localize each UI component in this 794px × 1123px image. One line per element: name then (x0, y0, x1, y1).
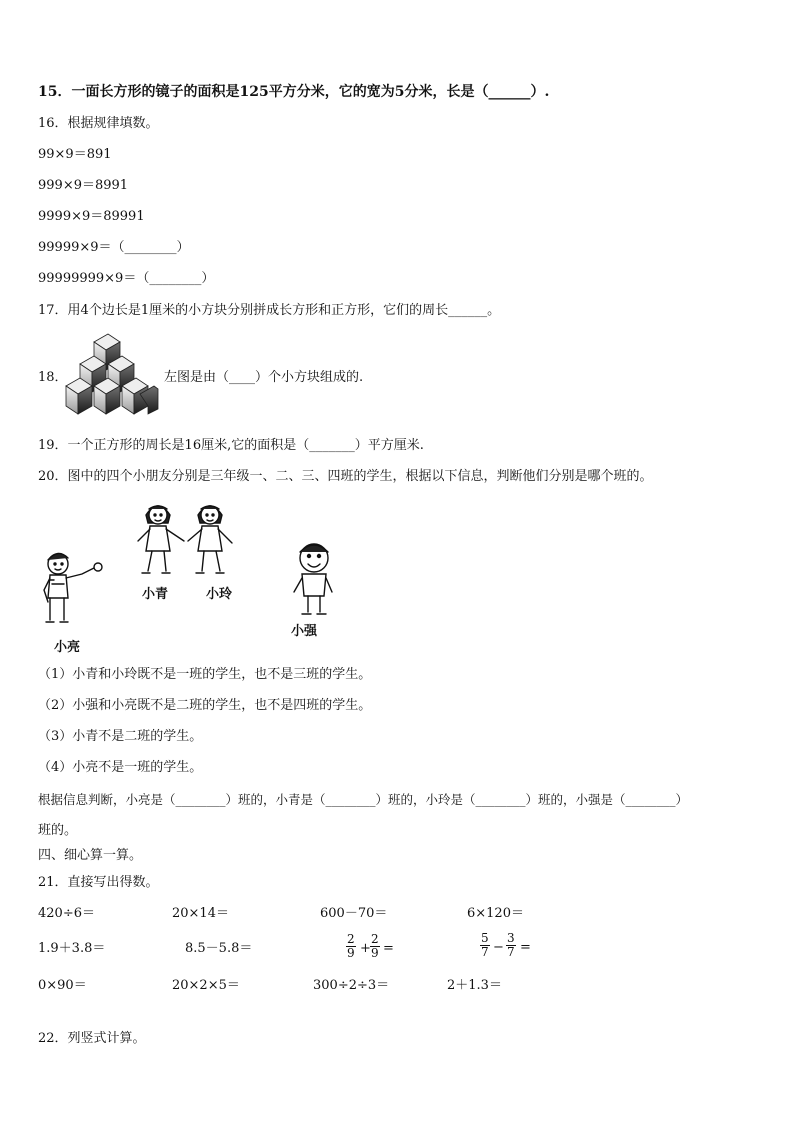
frac2-n2: 3 (507, 931, 515, 945)
q20-text: 图中的四个小朋友分别是三年级一、二、三、四班的学生，根据以下信息，判断他们分别是哪个班的。 (67, 469, 653, 484)
q17-text: 用4个边长是1厘米的小方块分别拼成长方形和正方形，它们的周长______。 (67, 303, 501, 318)
q16-line-4: 99999×9＝（________） (38, 240, 190, 255)
xiaoling-label: 小玲 (206, 587, 233, 602)
q21-r3-c1: 0×90＝ (38, 978, 87, 993)
frac1-n1: 2 (347, 932, 355, 946)
xiaoqiang-figure (284, 538, 344, 618)
q20-title (38, 469, 653, 485)
xiaoliang-figure (38, 548, 118, 632)
q21-r1-c3: 600－70＝ (320, 906, 388, 921)
q20-clue-4: （4）小亮不是一班的学生。 (38, 760, 203, 775)
q21-text: 直接写出得数。 (67, 875, 159, 890)
q19-number: 19． (38, 438, 68, 453)
q15-line (38, 84, 549, 100)
q21-r2-c1: 1.9＋3.8＝ (38, 941, 106, 956)
q21-r3-c3: 300÷2÷3＝ (313, 978, 390, 993)
frac1-n2: 2 (371, 932, 379, 946)
q19-line (38, 438, 424, 454)
frac1-d1: 9 (347, 946, 355, 960)
q20-number: 20． (38, 469, 68, 484)
section-4-title: 四、细心算一算。 (38, 848, 143, 863)
frac2-op: − (493, 940, 504, 955)
q16-line-3: 9999×9＝89991 (38, 209, 145, 224)
q21-r3-c4: 2＋1.3＝ (447, 978, 502, 993)
q18-number: 18． (38, 370, 68, 385)
frac1-second (370, 933, 380, 960)
q21-r1-c2: 20×14＝ (172, 906, 229, 921)
q21-title (38, 875, 159, 891)
q22-line (38, 1031, 146, 1047)
q21-r1-c4: 6×120＝ (467, 906, 524, 921)
q21-r1-c1: 420÷6＝ (38, 906, 95, 921)
frac2-n1: 5 (481, 931, 489, 945)
frac2-second (506, 932, 516, 959)
q20-answer-line-2: 班的。 (38, 823, 78, 838)
frac1-d2: 9 (371, 946, 379, 960)
q22-text: 列竖式计算。 (67, 1031, 146, 1046)
xiaoqing-xiaoling-figure (132, 497, 250, 581)
q15-text: 一面长方形的镜子的面积是125平方分米，它的宽为5分米，长是（______）. (71, 84, 550, 100)
frac1-eq: = (383, 941, 394, 956)
frac2-eq: = (520, 940, 531, 955)
xiaoliang-label: 小亮 (54, 640, 81, 655)
frac2-d1: 7 (481, 945, 489, 959)
q20-clue-1: （1）小青和小玲既不是一班的学生，也不是三班的学生。 (38, 667, 372, 682)
q21-number: 21． (38, 875, 68, 890)
q19-text: 一个正方形的周长是16厘米,它的面积是（_______）平方厘米. (67, 438, 424, 453)
q21-r3-c2: 20×2×5＝ (172, 978, 240, 993)
frac2-d2: 7 (507, 945, 515, 959)
xiaoqing-label: 小青 (142, 587, 169, 602)
frac1-first (346, 933, 356, 960)
q16-line-2: 999×9＝8991 (38, 178, 129, 193)
q16-number: 16． (38, 116, 68, 131)
cube-stack-figure (66, 334, 161, 420)
q16-line-1: 99×9＝891 (38, 147, 112, 162)
xiaoqiang-label: 小强 (291, 624, 318, 639)
q22-number: 22． (38, 1031, 68, 1046)
q20-answer-line-1: 根据信息判断，小亮是（________）班的，小青是（________）班的，小玲是（________）班的，小强是（________） (38, 792, 689, 807)
q17-line (38, 303, 500, 319)
q21-r2-c2: 8.5－5.8＝ (185, 941, 253, 956)
frac2-first (480, 932, 490, 959)
q15-number: 15． (38, 84, 72, 100)
q20-clue-3: （3）小青不是二班的学生。 (38, 729, 203, 744)
q20-clue-2: （2）小强和小亮既不是二班的学生，也不是四班的学生。 (38, 698, 372, 713)
q16-title (38, 116, 159, 132)
q17-number: 17． (38, 303, 68, 318)
q16-text: 根据规律填数。 (67, 116, 159, 131)
frac1-op: + (360, 941, 371, 956)
q18-text: 左图是由（____）个小方块组成的. (164, 370, 364, 385)
q16-line-5: 99999999×9＝（________） (38, 271, 215, 286)
